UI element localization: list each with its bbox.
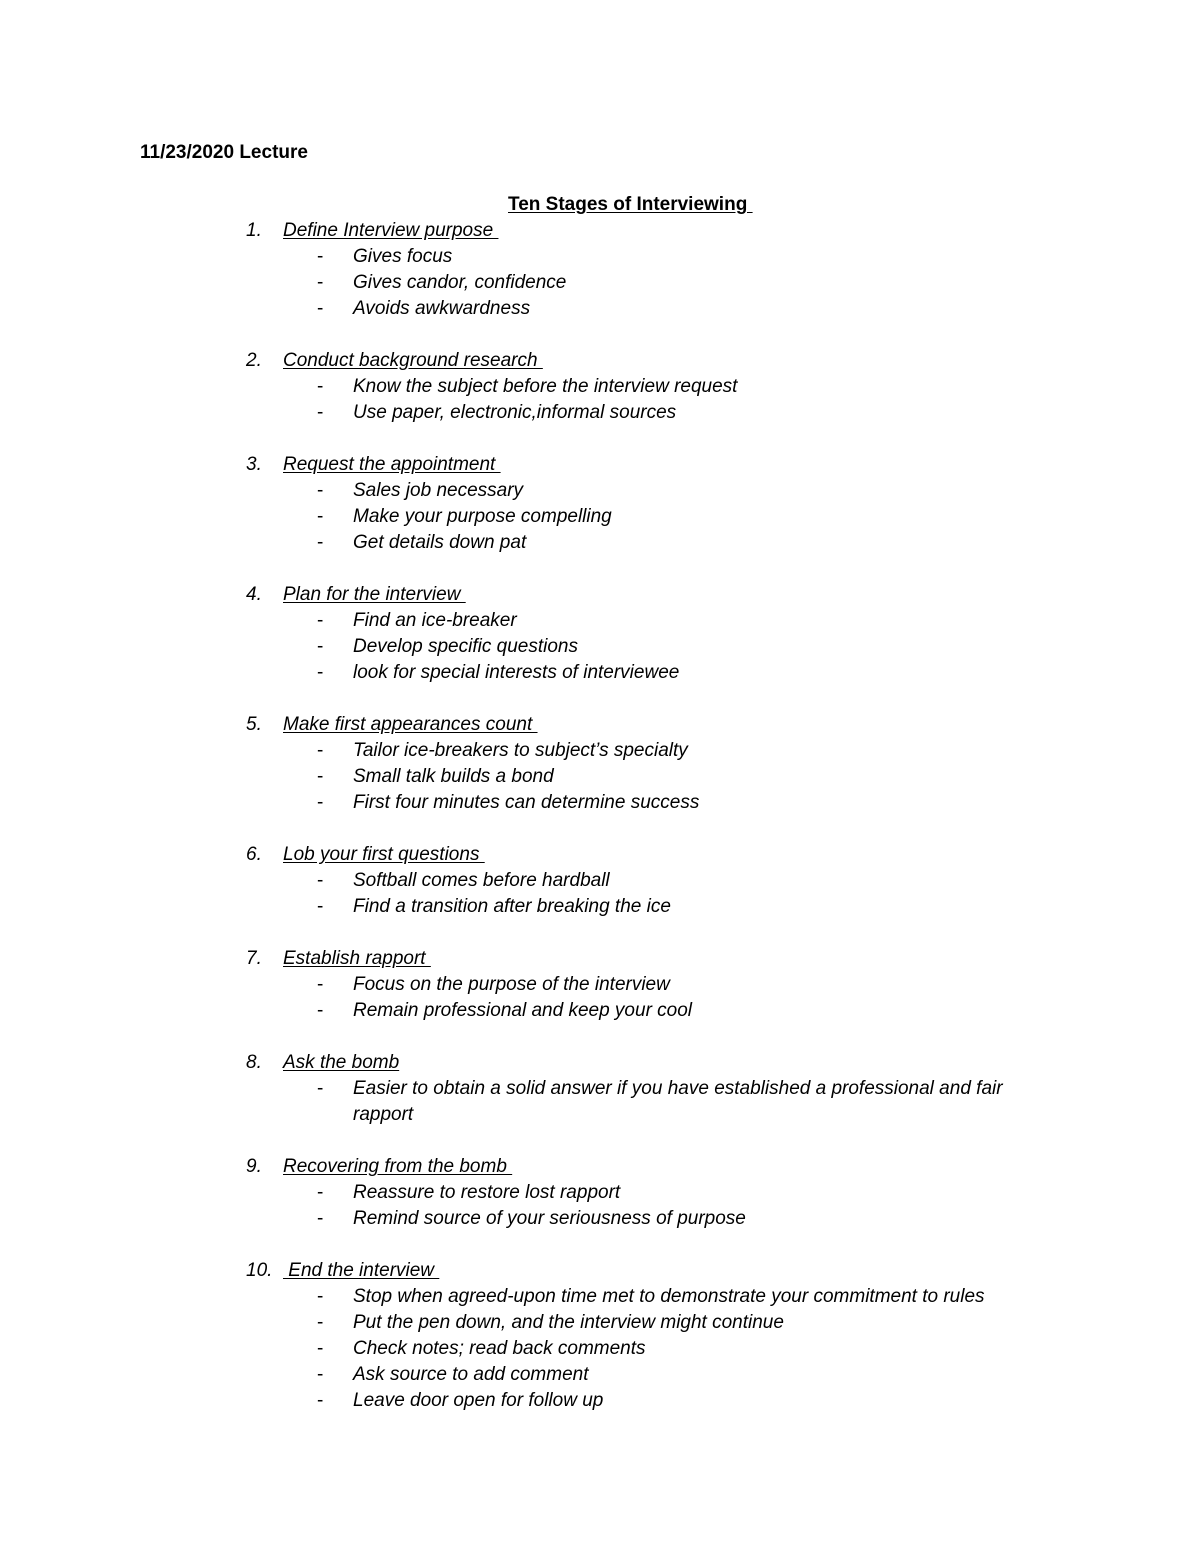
dash-bullet: - [317,272,324,293]
stage-point [0,634,1200,660]
dash-bullet: - [317,1182,324,1203]
stage-item [0,218,1200,322]
stage-title: Lob your first questions [283,844,485,865]
dash-bullet: - [317,298,324,319]
stage-point-text: Small talk builds a bond [353,766,554,787]
stage-point [0,738,1200,764]
stage-point [0,894,1200,920]
stages-list [0,218,1200,1440]
stage-point-text: Reassure to restore lost rapport [353,1182,621,1203]
stage-item [0,1050,1200,1128]
stage-point [0,1362,1200,1388]
stage-point-text: Gives candor, confidence [353,272,567,293]
stage-item [0,1154,1200,1232]
stage-number: 1. [246,220,262,241]
stage-heading [0,1154,1200,1180]
date-heading: 11/23/2020 Lecture [140,142,308,163]
stage-points [0,478,1200,556]
stage-number: 9. [246,1156,262,1177]
dash-bullet: - [317,896,324,917]
stage-point [0,1284,1200,1310]
dash-bullet: - [317,610,324,631]
stage-point-text: Use paper, electronic,informal sources [353,402,677,423]
stage-item [0,1258,1200,1414]
dash-bullet: - [317,1312,324,1333]
dash-bullet: - [317,1338,324,1359]
stage-item [0,582,1200,686]
stage-title: Conduct background research [283,350,543,371]
stage-point [0,1180,1200,1206]
stage-points [0,1076,1200,1128]
stage-point [0,608,1200,634]
stage-points [0,244,1200,322]
stage-title: End the interview [283,1260,440,1281]
dash-bullet: - [317,506,324,527]
stage-point-text: Check notes; read back comments [353,1338,646,1359]
stage-point [0,296,1200,322]
stage-point-text: Get details down pat [353,532,527,553]
document-title: Ten Stages of Interviewing [508,194,753,215]
dash-bullet: - [317,792,324,813]
stage-point-text: Stop when agreed-upon time met to demonstrate your commitment to rules [353,1286,985,1307]
stage-point-text: look for special interests of interviewee [353,662,680,683]
stage-point [0,270,1200,296]
stage-point-text: Gives focus [353,246,453,267]
stage-number: 8. [246,1052,262,1073]
stage-number: 10. [246,1260,273,1281]
stage-title: Define Interview purpose [283,220,499,241]
stage-point [0,400,1200,426]
dash-bullet: - [317,1364,324,1385]
stage-title: Request the appointment [283,454,501,475]
stage-title: Establish rapport [283,948,431,969]
stage-point-text: Put the pen down, and the interview might continue [353,1312,784,1333]
stage-number: 7. [246,948,262,969]
stage-points [0,608,1200,686]
stage-point-text: Remain professional and keep your cool [353,1000,693,1021]
stage-item [0,842,1200,920]
stage-point [0,374,1200,400]
dash-bullet: - [317,1078,324,1099]
dash-bullet: - [317,246,324,267]
stage-point-text: Know the subject before the interview request [353,376,738,397]
stage-number: 3. [246,454,262,475]
stage-heading [0,946,1200,972]
stage-heading [0,218,1200,244]
stage-point [0,1076,1200,1128]
stage-heading [0,712,1200,738]
stage-points [0,738,1200,816]
dash-bullet: - [317,740,324,761]
stage-point [0,530,1200,556]
stage-item [0,348,1200,426]
stage-title: Plan for the interview [283,584,466,605]
dash-bullet: - [317,402,324,423]
stage-heading [0,348,1200,374]
stage-point [0,868,1200,894]
dash-bullet: - [317,532,324,553]
stage-point-text: Avoids awkwardness [353,298,531,319]
stage-points [0,1284,1200,1414]
stage-heading [0,1050,1200,1076]
stage-point-text: Softball comes before hardball [353,870,610,891]
stage-heading [0,582,1200,608]
dash-bullet: - [317,636,324,657]
stage-point-text: Focus on the purpose of the interview [353,974,670,995]
stage-item [0,946,1200,1024]
stage-point-text: Remind source of your seriousness of purpose [353,1208,746,1229]
stage-point [0,244,1200,270]
stage-title: Ask the bomb [283,1052,400,1073]
stage-title: Make first appearances count [283,714,538,735]
stage-point [0,972,1200,998]
stage-point [0,998,1200,1024]
stage-point-text: Sales job necessary [353,480,524,501]
stage-number: 2. [246,350,262,371]
stage-point-text: Ask source to add comment [353,1364,589,1385]
dash-bullet: - [317,1000,324,1021]
stage-heading [0,1258,1200,1284]
stage-number: 4. [246,584,262,605]
stage-number: 5. [246,714,262,735]
stage-point-text: Leave door open for follow up [353,1390,604,1411]
stage-heading [0,452,1200,478]
dash-bullet: - [317,1208,324,1229]
stage-point-text: Make your purpose compelling [353,506,612,527]
stage-point [0,1310,1200,1336]
stage-point-text: Easier to obtain a solid answer if you have established a professional and fair rapport [353,1078,1003,1125]
stage-point [0,504,1200,530]
stage-point-text: Find a transition after breaking the ice [353,896,671,917]
stage-point [0,660,1200,686]
stage-point [0,1206,1200,1232]
stage-point [0,1336,1200,1362]
stage-points [0,868,1200,920]
dash-bullet: - [317,480,324,501]
stage-point [0,478,1200,504]
dash-bullet: - [317,376,324,397]
stage-number: 6. [246,844,262,865]
stage-point-text: Find an ice-breaker [353,610,517,631]
dash-bullet: - [317,662,324,683]
stage-point [0,790,1200,816]
stage-point-text: Develop specific questions [353,636,578,657]
stage-item [0,452,1200,556]
dash-bullet: - [317,1286,324,1307]
dash-bullet: - [317,974,324,995]
stage-point [0,1388,1200,1414]
dash-bullet: - [317,766,324,787]
stage-point [0,764,1200,790]
stage-heading [0,842,1200,868]
dash-bullet: - [317,1390,324,1411]
stage-points [0,972,1200,1024]
stage-point-text: First four minutes can determine success [353,792,700,813]
stage-points [0,1180,1200,1232]
dash-bullet: - [317,870,324,891]
stage-points [0,374,1200,426]
stage-item [0,712,1200,816]
stage-title: Recovering from the bomb [283,1156,513,1177]
stage-point-text: Tailor ice-breakers to subject’s specialty [353,740,688,761]
